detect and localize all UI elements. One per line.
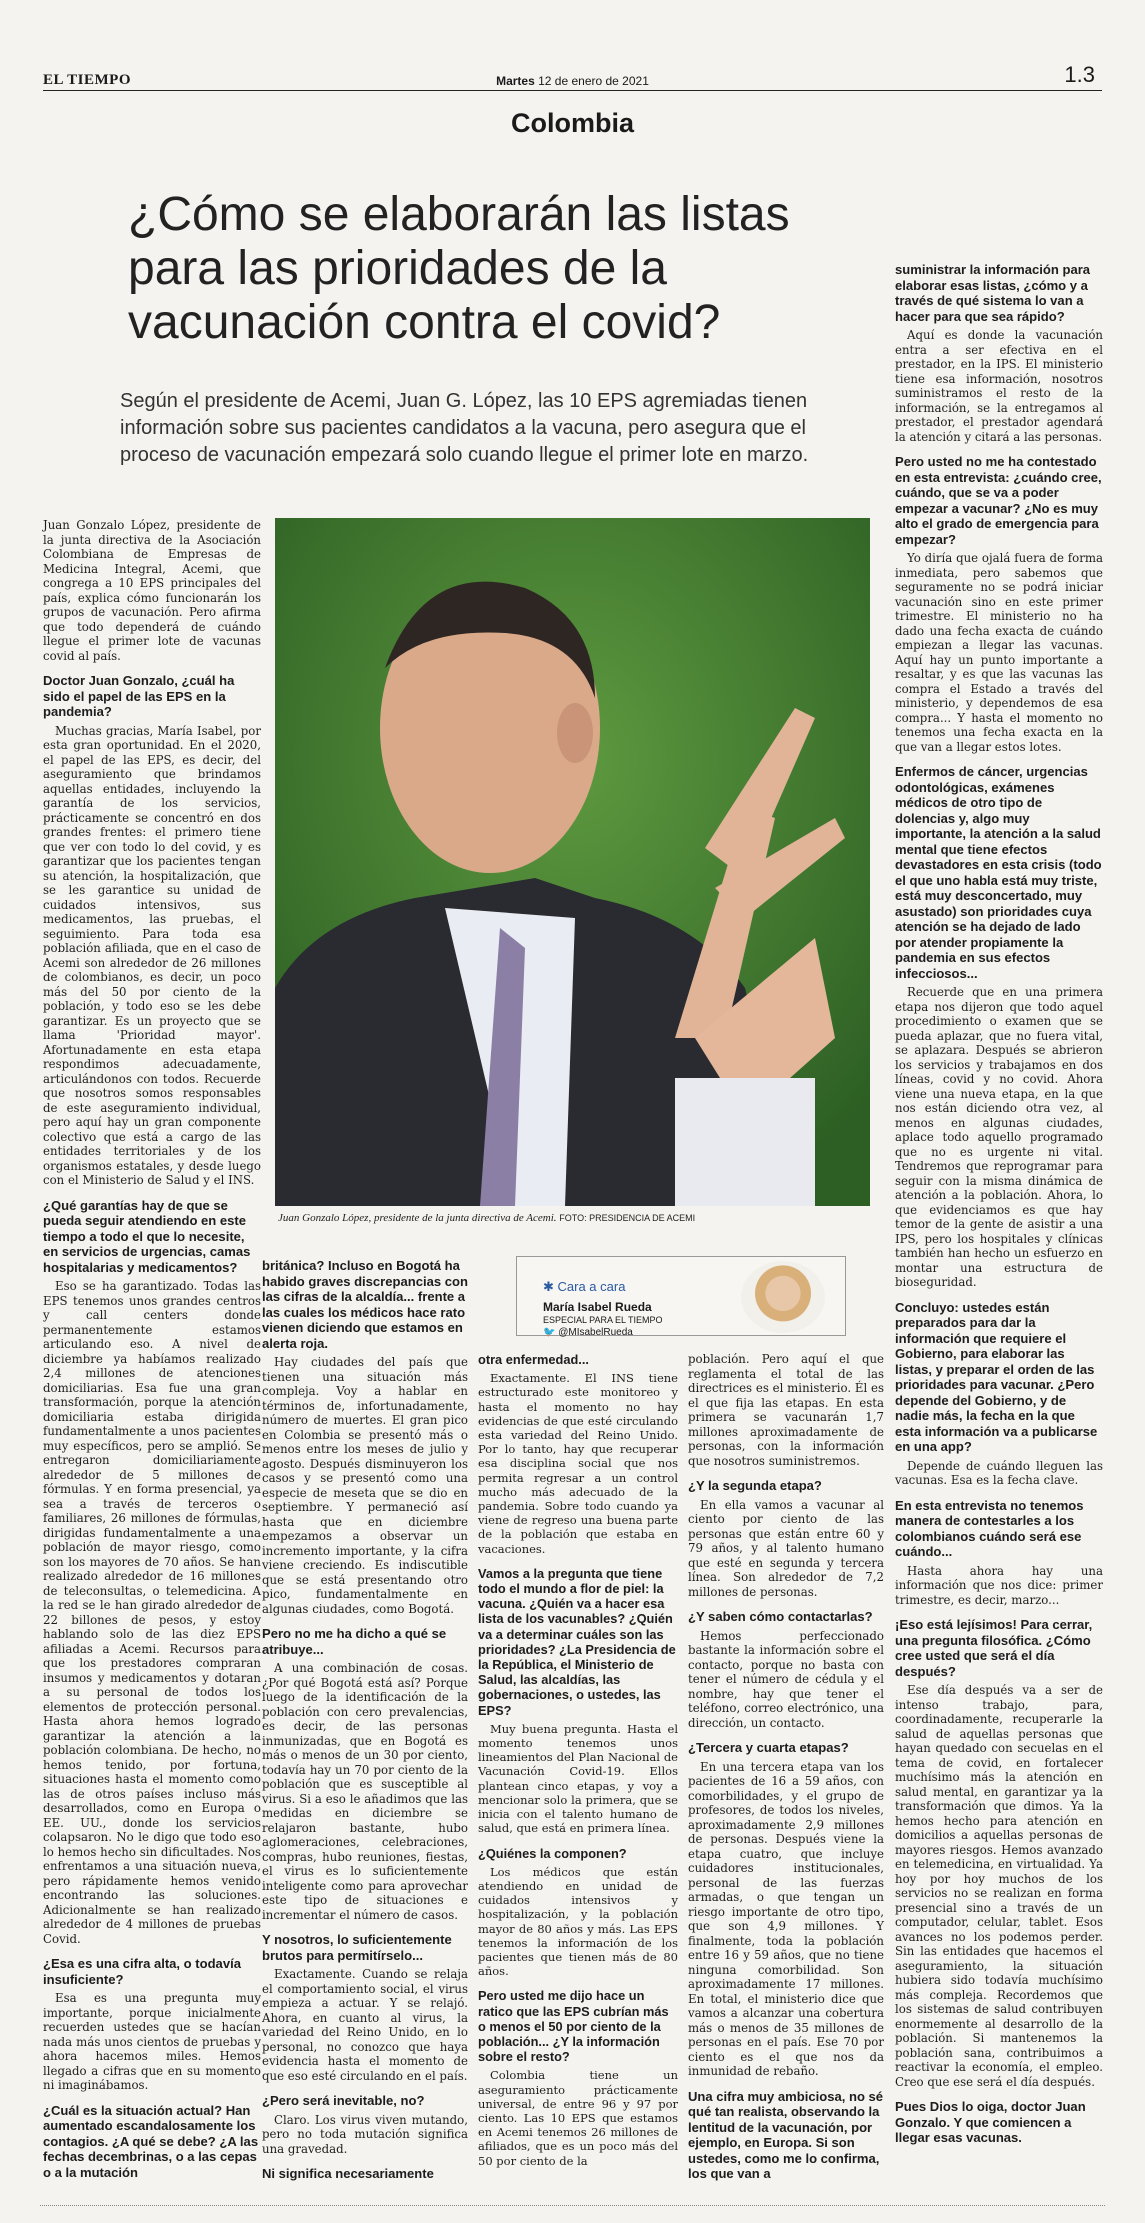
question: otra enfermedad... — [478, 1352, 589, 1367]
question: Pero no me ha dicho a qué se atribuye... — [262, 1626, 447, 1657]
answer: Eso se ha garantizado. Todas las EPS tenemos unos grandes centros y call centers donde permanentemente estamos articulando eso. A nivel de diciembre ya habíamos realizado 2,4 millones de atenciones domiciliarias. Esa fue una gran transformación, porque la atención domiciliaria estaba dirigida fundamentalmente a unos pacientes muy específicos, pero se amplió. Se entregaron domiciliariamente alrededor de 5 millones de fórmulas. Y en forma presencial, ya sea a través de terceros o familiares, 26 millones de fórmulas, dirigidas fundamentalmente a una población de mayor riesgo, como son los mayores de 70 años. Se han realizado alrededor de 16 millones de teleconsultas, o telemedicina. A la red se le han girado alrededor de 22 billones de pesos, y estoy hablando solo de las diez EPS afiliadas a Acemi. Recursos para que los prestadores compraran insumos y medicamentos y dotaran a su personal de todos los elementos de protección personal. Hasta ahora hemos logrado garantizar la atención a la población colombiana. De hecho, no hemos tenido, por fortuna, situaciones hasta el momento como las de otros países incluso más desarrollados, como en Europa o EE. UU., donde los servicios colapsaron. No le digo que todo eso lo hemos hecho sin dificultades. Nos enfrentamos a una situación nueva, pero rápidamente hemos venido encontrando las soluciones. Adicionalmente se han realizado alrededor de 4 millones de pruebas Covid. — [43, 1279, 261, 1946]
question: Y nosotros, lo suficientemente brutos para permitírselo... — [262, 1932, 452, 1963]
interviewer-name: María Isabel Rueda — [543, 1300, 652, 1314]
answer: Ese día después va a ser de intenso trabajo, para, coordinadamente, recuperarle la salud de aquellas personas que hayan quedado con secuelas en el tema de covid, en fortalecer muchísimo más la atención en salud mental, en garantizar ya la transformación que dimos. Ya la hemos hecho para atención en domicilios a aquellas personas de mayores riesgos. Hemos avanzado en telemedicina, en virtualidad. Ya hoy por hoy muchos de los servicios no se realizan en forma presencial sino a través de un computador, celular, tablet. Esos avances no los podemos perder. Sin las entidades que hacemos el aseguramiento, la situación hubiera sido todavía muchísimo más compleja. Recordemos que los sistemas de salud contribuyen enormemente al desarrollo de la población. Si mantenemos la población sana, contribuimos a reactivar la economía, el empleo. Creo que ese será el día después. — [895, 1683, 1103, 2089]
caption-text: Juan Gonzalo López, presidente de la junta directiva de Acemi. — [278, 1212, 557, 1224]
footer-rule — [40, 2205, 1105, 2206]
question: Enfermos de cáncer, urgencias odontológicas, exámenes médicos de otro tipo de dolencias y, algo muy importante, la atención a la salud mental que tiene efectos devastadores en esta crisis (todo el que uno habla está muy triste, está muy desconcertado, muy asustado) son prioridades cuya atención se ha dejado de lado por atender propiamente la pandemia en sus efectos infecciosos... — [895, 764, 1102, 981]
column-5 — [895, 262, 1103, 2150]
question: Pero usted no me ha contestado en esta entrevista: ¿cuándo cree, cuándo, que se va a poder empezar a vacunar? ¿No es muy alto el grado de emergencia para empezar? — [895, 454, 1102, 547]
question: británica? Incluso en Bogotá ha habido graves discrepancias con las cifras de la alcaldía... frente a las cuales los médicos hace rato vienen diciendo que estamos en alerta roja. — [262, 1258, 468, 1351]
answer: Exactamente. Cuando se relaja el comportamiento social, el virus empieza a actuar. Y se relajó. Ahora, en cuanto al virus, la variedad del Reino Unido, en lo personal, no conozco que haya evidencia hasta el momento de que eso esté circulando en el país. — [262, 1967, 468, 2083]
box-tag — [543, 1279, 625, 1295]
interviewer-box — [516, 1256, 846, 1336]
answer: Los médicos que están atendiendo en unidad de cuidados intensivos y hospitalización, y la población mayor de 80 años y más. Las EPS tenemos la información de los pacientes que tienen más de 80 años. — [478, 1864, 678, 1979]
star-icon: ✱ — [543, 1279, 558, 1294]
question: Una cifra muy ambiciosa, no sé qué tan realista, observando la lentitud de la vacunación, por ejemplo, en Europa. Si son ustedes, como me lo confirma, los que van a — [688, 2088, 884, 2181]
answer: En una tercera etapa van los pacientes de 16 a 59 años, con comorbilidades, y el grupo de profesores, de todos los niveles, aproximadamente 2,9 millones de personas. Después viene la etapa cuatro, que incluye cuidadores institucionales, personal de las fuerzas armadas, o que tengan un riesgo importante de otro tipo, que son 4,9 millones. Y finalmente, toda la población entre 16 y 59 años, que no tiene ninguna comorbilidad. Son aproximadamente 17 millones. En total, el ministerio dice que vamos a alcanzar una cobertura más o menos de 35 millones de personas en el país. Ese 70 por ciento es el que nos da inmunidad de rebaño. — [688, 1759, 884, 2078]
answer: Exactamente. El INS tiene estructurado este monitoreo y hasta el momento no hay evidencias de que esté circulando esta variedad del Reino Unido. Por lo tanto, hay que recuperar esa disciplina social que nos permita regresar a un control mucho más adecuado de la pandemia. Sobre todo cuando ya viene de regreso una buena parte de la población que estaba en vacaciones. — [478, 1371, 678, 1556]
answer: Hay ciudades del país que tienen una situación más compleja. Voy a hablar en términos de, infortunadamente, número de muertes. El gran pico en Colombia se presentó más o menos entre los meses de julio y agosto. Después disminuyeron los casos y se presentó como una especie de meseta que se dio en septiembre. Y permaneció así hasta que en diciembre empezamos a observar un incremento importante, y la cifra viene creciendo. Es indiscutible que se está presentando otro pico, fundamentalmente en algunas ciudades, como Bogotá. — [262, 1355, 468, 1616]
question: Pues Dios lo oiga, doctor Juan Gonzalo. Y que comiencen a llegar esas vacunas. — [895, 2099, 1086, 2145]
dateline — [0, 74, 1145, 88]
answer: En ella vamos a vacunar al ciento por ciento de las personas que están entre 60 y 79 años, y al talento humano que esté en segunda y tercera línea. Son alrededor de 7,2 millones de personas. — [688, 1497, 884, 1599]
page-number: 1.3 — [1064, 62, 1095, 87]
answer: Recuerde que en una primera etapa nos dijeron que todo aquel procedimiento o examen que se pueda aplazar, que no fuera vital, se aplazara. Después se abrieron los servicios y trabajamos en dos líneas, covid y no covid. Ahora viene una nueva etapa, en la que nos están diciendo otra vez, al menos en algunas ciudades, aplace todo aquello programado que no es urgente ni vital. Tendremos que reprogramar para seguir con la misma dinámica de atención a la población. Ahora, lo que evidenciamos es que hay temor de la gente de asistir a una IPS, pero los hospitales y clínicas también han hecho un esfuerzo en montar una estructura de bioseguridad. — [895, 985, 1103, 1289]
section-title: Colombia — [510, 108, 634, 138]
twitter-handle[interactable] — [543, 1327, 633, 1338]
question: Doctor Juan Gonzalo, ¿cuál ha sido el papel de las EPS en la pandemia? — [43, 673, 235, 719]
question: ¿Y saben cómo contactarlas? — [688, 1609, 873, 1624]
interviewer-avatar — [741, 1261, 825, 1333]
question: ¿Cuál es la situación actual? Han aumentado escandalosamente los contagios. ¿A qué se debe? ¿A las fechas decembrinas, o a las cepas o a la mutación — [43, 2102, 259, 2180]
question: En esta entrevista no tenemos manera de contestarles a los colombianos cuándo será ese cuándo... — [895, 1497, 1084, 1559]
twitter-handle-text: @MIsabelRueda — [558, 1327, 633, 1338]
masthead: EL TIEMPO — [43, 72, 131, 88]
portrait-illustration — [275, 518, 870, 1206]
question: ¿Tercera y cuarta etapas? — [688, 1740, 849, 1755]
twitter-icon: 🐦 — [543, 1327, 556, 1338]
column-2 — [262, 1258, 468, 2186]
headline: ¿Cómo se elaborarán las listas para las prioridades de la vacunación contra el covid? — [128, 188, 790, 349]
question: ¿Pero será inevitable, no? — [262, 2093, 425, 2108]
box-tag-label: Cara a cara — [557, 1279, 626, 1294]
photo-credit: FOTO: PRESIDENCIA DE ACEMI — [559, 1213, 696, 1223]
intro: Juan Gonzalo López, presidente de la junta directiva de la Asociación Colombiana de Empresas de Medicina Integral, Acemi, que congrega a 10 EPS principales del país, explica cómo funcionarán los grupos de vacunación. Pero afirma que todo dependerá de cuándo llegue el primer lote de vacunas covid al país. — [43, 518, 261, 663]
answer: Depende de cuándo lleguen las vacunas. Esa es la fecha clave. — [895, 1458, 1103, 1487]
question: Pero usted me dijo hace un ratico que las EPS cubrían más o menos el 50 por ciento de la población... ¿Y la información sobre el resto? — [478, 1988, 669, 2065]
interviewee-photo — [275, 518, 870, 1206]
column-4 — [688, 1352, 884, 2186]
interviewer-role: ESPECIAL PARA EL TIEMPO — [543, 1315, 663, 1325]
dek: Según el presidente de Acemi, Juan G. López, las 10 EPS agremiadas tienen información sobre sus pacientes candidatos a la vacuna, pero asegura que el proceso de vacunación empezará solo cuando llegue el primer lote en marzo. — [120, 390, 809, 466]
question: Vamos a la pregunta que tiene todo el mundo a flor de piel: la vacuna. ¿Quién va a hacer esa lista de los vacunables? ¿Quién va a determinar cuáles son las prioridades? ¿La Presidencia de la República, el Ministerio de Salud, las alcaldías, las gobernaciones, o ustedes, las EPS? — [478, 1565, 676, 1718]
header-rule — [43, 90, 1102, 91]
question: ¿Quiénes la componen? — [478, 1845, 627, 1861]
answer: Esa es una pregunta muy importante, porque inicialmente recuerden ustedes que se hacían nada más unos cientos de pruebas y ahora hacemos miles. Hemos llegado a cifras que en su momento ni imaginábamos. — [43, 1991, 261, 2092]
question: Concluyo: ustedes están preparados para dar la información que requiere el Gobierno, para elaborar las listas, y preparar el orden de las prioridades para vacunar. ¿Pero depende del Gobierno, y de nadie más, la fecha en la que esta información va a publicarse en una app? — [895, 1299, 1098, 1454]
answer: Claro. Los virus viven mutando, pero no toda mutación significa una gravedad. — [262, 2112, 468, 2156]
question: ¿Esa es una cifra alta, o todavía insuficiente? — [43, 1956, 241, 1987]
answer: Hemos perfeccionado bastante la información sobre el contacto, porque no basta con tener el número de cédula y el nombre, hay que tener el teléfono, correo electrónico, una dirección, un contacto. — [688, 1628, 884, 1730]
photo-caption — [278, 1212, 878, 1224]
column-1 — [43, 518, 261, 2184]
question: Ni significa necesariamente — [262, 2166, 434, 2181]
date-day: Martes — [496, 74, 535, 88]
answer: Hasta ahora hay una información que nos dice: primer trimestre, es decir, marzo... — [895, 1563, 1103, 1607]
answer: A una combinación de cosas. ¿Por qué Bogotá está así? Porque luego de la identificación de la población con cero prevalencias, es decir, de las personas inmunizadas, que en Bogotá es más o menos de un 30 por ciento, todavía hay un 70 por ciento de la población que es susceptible al virus. Si a eso le añadimos que las medidas en diciembre se relajaron bastante, hubo aglomeraciones, celebraciones, compras, hubo reuniones, fiestas, el virus es lo suficientemente inteligente como para aprovechar este tipo de situaciones e incrementar el número de casos. — [262, 1661, 468, 1922]
answer: Aquí es donde la vacunación entra a ser efectiva en el prestador, en la IPS. El ministerio tiene esa información, nosotros suministramos el resto de la información, se la entregamos al prestador, el prestador agendará la atención y citará a las personas. — [895, 328, 1103, 444]
question: suministrar la información para elaborar esas listas, ¿cómo y a través de qué sistema lo van a hacer para que sea rápido? — [895, 262, 1091, 324]
column-3 — [478, 1352, 678, 2170]
question: ¿Y la segunda etapa? — [688, 1478, 822, 1493]
answer: Colombia tiene un aseguramiento prácticamente universal, de entre 96 y 97 por ciento. Las 10 EPS que estamos en Acemi tenemos 26 millones de afiliados, que es un poco más del 50 por ciento de la — [478, 2068, 678, 2168]
date-rest: 12 de enero de 2021 — [534, 74, 649, 88]
question: ¿Qué garantías hay de que se pueda seguir atendiendo en este tiempo a todo el que lo necesite, en servicios de urgencias, camas hospitalarias y medicamentos? — [43, 1197, 251, 1275]
answer: Yo diría que ojalá fuera de forma inmediata, pero sabemos que seguramente no se podrá iniciar vacunación sino en este primer trimestre. El ministerio no ha dado una fecha exacta de cuándo empiezan a llegar las vacunas. Aquí hay un punto importante a resaltar, y es que las vacunas las compra el Estado a través del ministerio, y dependemos de esa compra... Y hasta el momento no tenemos una fecha exacta en la que van a llegar estos lotes. — [895, 551, 1103, 754]
answer: Muchas gracias, María Isabel, por esta gran oportunidad. En el 2020, el papel de las EPS, es decir, del aseguramiento que brindamos aquellas entidades, incluyendo la garantía de los servicios, prácticamente se concentró en dos grandes frentes: el primero tiene que ver con todo lo del covid, y es garantizar que los pacientes tengan su atención, la hospitalización, que se les garantice su unidad de cuidados intensivos, sus medicamentos, las pruebas, el seguimiento. Para toda esa población afiliada, que en el caso de Acemi son alrededor de 26 millones de colombianos, es decir, un poco más del 50 por ciento de la población, y todo eso se les debe garantizar. Es un proyecto que se llama 'Prioridad mayor'. Afortunadamente en esta etapa respondimos adecuadamente, articulándonos con todos. Recuerde que nosotros somos responsables de este aseguramiento individual, pero aquí hay un gran componente colectivo que está a cargo de las entidades territoriales y de los organismos estatales, y desde luego con el Ministerio de Salud y el INS. — [43, 723, 261, 1187]
question: ¡Eso está lejísimos! Para cerrar, una pregunta filosófica. ¿Cómo cree usted que será el día después? — [895, 1617, 1093, 1679]
answer: población. Pero aquí el que reglamenta el total de las directrices es el ministerio. Él es el que fija las etapas. En esta primera se vacunarán 1,7 millones aproximadamente de personas, con la información que nosotros suministremos. — [688, 1352, 884, 1468]
answer: Muy buena pregunta. Hasta el momento tenemos unos lineamientos del Plan Nacional de Vacunación Covid-19. Ellos plantean cinco etapas, y voy a mencionar solo la primera, que se inicia con el talento humano de salud, que está en primera línea. — [478, 1721, 678, 1836]
